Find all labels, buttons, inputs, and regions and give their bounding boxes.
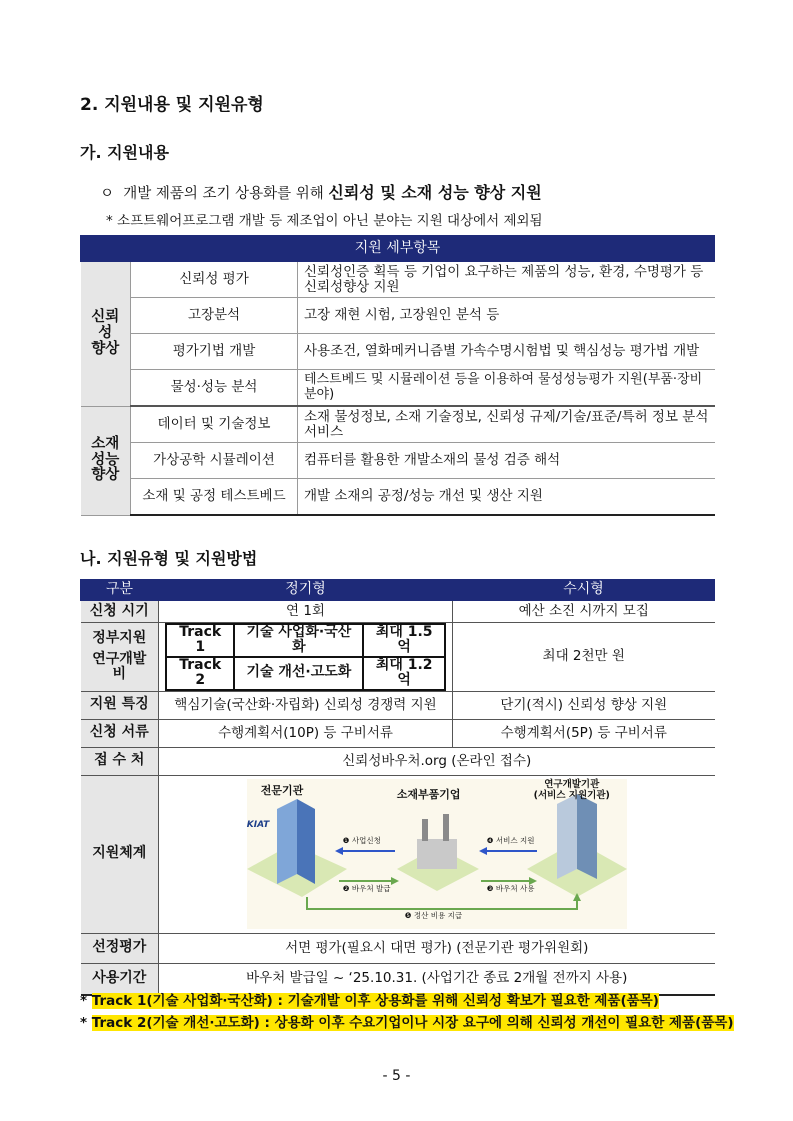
item-desc: 컴퓨터를 활용한 개발소재의 물성 검증 해석 [298, 443, 715, 479]
factory-chimney [443, 814, 449, 841]
exclusion-note: * 소프트웨어프로그램 개발 등 제조업이 아닌 분야는 지원 대상에서 제외됨 [106, 213, 543, 229]
period-value: 바우처 발급일 ~ ‘25.10.31. (사업기간 종료 2개월 전까지 사용) [159, 963, 715, 995]
item-desc: 소재 물성정보, 소재 기술정보, 신뢰성 규제/기술/표준/특허 정보 분석 서비스 [298, 406, 715, 443]
group-material: 소재 성능 향상 [81, 406, 131, 515]
item-name: 소재 및 공정 테스트베드 [131, 479, 298, 516]
feature-occasional: 단기(적시) 신뢰성 향상 지원 [453, 691, 715, 719]
system-diagram-cell [159, 775, 715, 933]
support-type-table [80, 579, 715, 996]
arrow-voucher-issue-head [391, 877, 399, 885]
track-2-id: Track 2 [166, 657, 234, 690]
track-table [165, 623, 446, 691]
documents-regular: 수행계획서(10P) 등 구비서류 [159, 719, 453, 747]
factory-chimney [422, 819, 428, 841]
agency-building-side [297, 799, 315, 884]
step-voucher-issue: ❷ 바우처 발급 [342, 884, 391, 894]
row-label-documents: 신청 서류 [81, 719, 159, 747]
step-apply: ❶ 사업신청 [342, 836, 381, 846]
apply-time-regular: 연 1회 [159, 601, 453, 623]
item-desc: 테스트베드 및 시뮬레이션 등을 이용하여 물성성능평가 지원(부품·장비분야) [298, 370, 715, 407]
bullet-bold: 신뢰성 및 소재 성능 향상 지원 [328, 183, 542, 202]
bullet-prefix: 개발 제품의 조기 상용화를 위해 [123, 186, 324, 202]
row-label-period: 사용기간 [81, 963, 159, 995]
section-title: 2. 지원내용 및 지원유형 [80, 95, 264, 115]
subsection-b-title: 나. 지원유형 및 지원방법 [80, 549, 258, 568]
item-desc: 신뢰성인증 획득 등 기업이 요구하는 제품의 성능, 환경, 수명평가 등 신뢰성향상 지원 [298, 262, 715, 298]
documents-occasional: 수행계획서(5P) 등 구비서류 [453, 719, 715, 747]
row-label-evaluation: 선정평가 [81, 933, 159, 963]
item-name: 신뢰성 평가 [131, 262, 298, 298]
item-name: 데이터 및 기술정보 [131, 406, 298, 443]
support-system-diagram [247, 779, 627, 929]
track-2-name: 기술 개선·고도화 [234, 657, 363, 690]
item-desc: 개발 소재의 공정/성능 개선 및 생산 지원 [298, 479, 715, 516]
item-name: 평가기법 개발 [131, 334, 298, 370]
funding-regular [159, 623, 453, 692]
subsection-a-title: 가. 지원내용 [80, 143, 169, 162]
support-items-table [80, 235, 715, 516]
footnote-track1 [80, 989, 659, 1009]
step-voucher-use: ❸ 바우처 사용 [486, 884, 535, 894]
footnote-text: Track 2(기술 개선·고도화) : 상용화 이후 수요기업이나 시장 요구에 의해 신뢰성 개선이 필요한 제품(품목) [91, 1015, 734, 1031]
agency-building [277, 799, 297, 884]
funding-label-line2: 연구개발비 [92, 651, 147, 683]
node-institute-line2: (서비스 지원기관) [533, 790, 610, 802]
col-header-category: 구분 [81, 580, 159, 601]
institute-building-side [577, 794, 597, 879]
item-desc: 사용조건, 열화메커니즘별 가속수명시험법 및 핵심성능 평가법 개발 [298, 334, 715, 370]
footnote-mark: * [80, 1015, 88, 1031]
item-desc: 고장 재현 시험, 고장원인 분석 등 [298, 298, 715, 334]
step-service: ❹ 서비스 지원 [486, 836, 535, 846]
row-label-feature: 지원 특징 [81, 691, 159, 719]
col-header-occasional: 수시형 [453, 580, 715, 601]
item-name: 고장분석 [131, 298, 298, 334]
row-label-apply-time: 신청 시기 [81, 601, 159, 623]
item-name: 물성·성능 분석 [131, 370, 298, 407]
footnote-track2 [80, 1011, 734, 1031]
arrow-settlement [307, 897, 577, 909]
track-1-max: 최대 1.5억 [363, 624, 445, 657]
bullet-mark: ㅇ [100, 186, 115, 202]
row-label-reception: 접 수 처 [81, 747, 159, 775]
institute-building [557, 794, 577, 879]
node-institute-line1: 연구개발기관 [544, 779, 600, 791]
kiat-logo: KIAT [246, 820, 270, 831]
row-label-system: 지원체계 [81, 775, 159, 933]
step-settlement: ❺ 정산 비용 지급 [404, 911, 463, 921]
node-agency: 전문기관 [260, 784, 304, 798]
col-header-regular: 정기형 [159, 580, 453, 601]
group-reliability: 신뢰성 향상 [81, 262, 131, 407]
support-items-header: 지원 세부항목 [81, 236, 715, 262]
reception-value: 신뢰성바우처.org (온라인 접수) [159, 747, 715, 775]
apply-time-occasional: 예산 소진 시까지 모집 [453, 601, 715, 623]
row-label-funding [81, 623, 159, 692]
track-1-name: 기술 사업화·국산화 [234, 624, 363, 657]
arrow-service-head [479, 847, 487, 855]
feature-regular: 핵심기술(국산화·자립화) 신뢰성 경쟁력 지원 [159, 691, 453, 719]
page-number: - 5 - [382, 1068, 411, 1084]
track-2-max: 최대 1.2억 [363, 657, 445, 690]
node-institute [517, 779, 627, 802]
funding-label-line1: 정부지원 [92, 629, 147, 646]
footnote-mark: * [80, 993, 88, 1009]
arrow-apply-head [335, 847, 343, 855]
bullet-line [100, 180, 542, 203]
evaluation-value: 서면 평가(필요시 대면 평가) (전문기관 평가위원회) [159, 933, 715, 963]
footnote-text: Track 1(기술 사업화·국산화) : 기술개발 이후 상용화를 위해 신뢰성 확보가 필요한 제품(품목) [91, 993, 659, 1009]
funding-occasional: 최대 2천만 원 [453, 623, 715, 692]
track-1-id: Track 1 [166, 624, 234, 657]
node-company: 소재부품기업 [396, 788, 461, 802]
factory-building [417, 839, 457, 869]
item-name: 가상공학 시뮬레이션 [131, 443, 298, 479]
